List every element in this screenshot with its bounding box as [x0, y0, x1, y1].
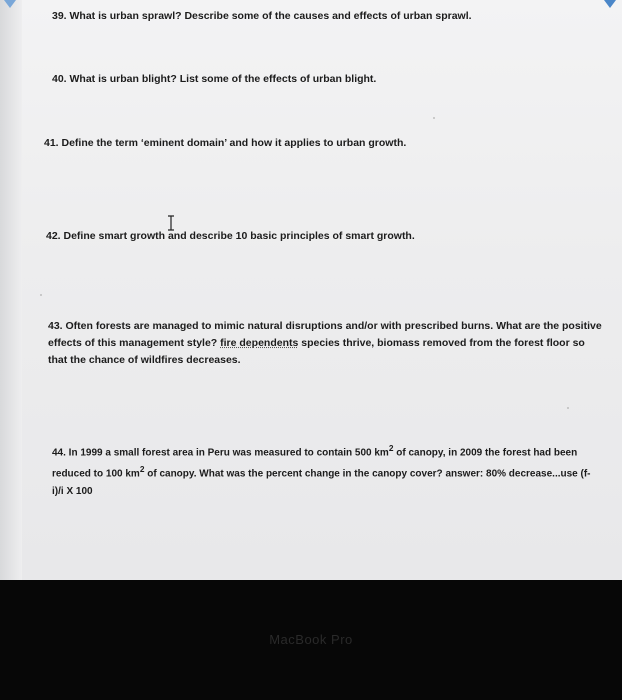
question-43-underlined-term: fire dependents [220, 337, 299, 349]
question-40: 40. What is urban blight? List some of the effects of urban blight. [52, 73, 377, 85]
question-44-text-2: of canopy, in 2009 the forest had been reduced to 100 km [52, 447, 578, 480]
brand-label: MacBook Pro [269, 632, 353, 647]
screen-speck [40, 294, 42, 296]
text-cursor-icon [167, 215, 175, 231]
question-42: 42. Define smart growth and describe 10 basic principles of smart growth. [46, 230, 415, 242]
question-44 [52, 440, 592, 500]
question-44-text-1: 44. In 1999 a small forest area in Peru was measured to contain 500 km [52, 447, 389, 459]
screen-speck [567, 407, 569, 409]
question-43-text-start: 43. Often forests are managed to mimic natural disruptions and/or with prescribed burns. What are the positive effects of this management style? [48, 320, 602, 349]
question-44-text-3: of canopy. What was the percent change in the canopy cover? answer: 80% decrease...use (f-i)/i X 100 [52, 468, 591, 497]
screen-speck [433, 117, 435, 119]
arrow-down-icon[interactable] [604, 0, 616, 8]
question-39: 39. What is urban sprawl? Describe some of the causes and effects of urban sprawl. [52, 10, 472, 22]
laptop-bezel [0, 580, 622, 700]
question-43 [48, 318, 604, 369]
arrow-down-icon[interactable] [4, 0, 16, 8]
question-43-text-end: species thrive, biomass removed from the forest floor so that the chance of wildfires decreases. [48, 337, 585, 366]
window-left-edge [0, 0, 22, 580]
question-41: 41. Define the term ‘eminent domain’ and how it applies to urban growth. [44, 137, 407, 149]
question-44-superscript-2: 2 [139, 464, 145, 475]
question-44-superscript-1: 2 [388, 443, 394, 453]
